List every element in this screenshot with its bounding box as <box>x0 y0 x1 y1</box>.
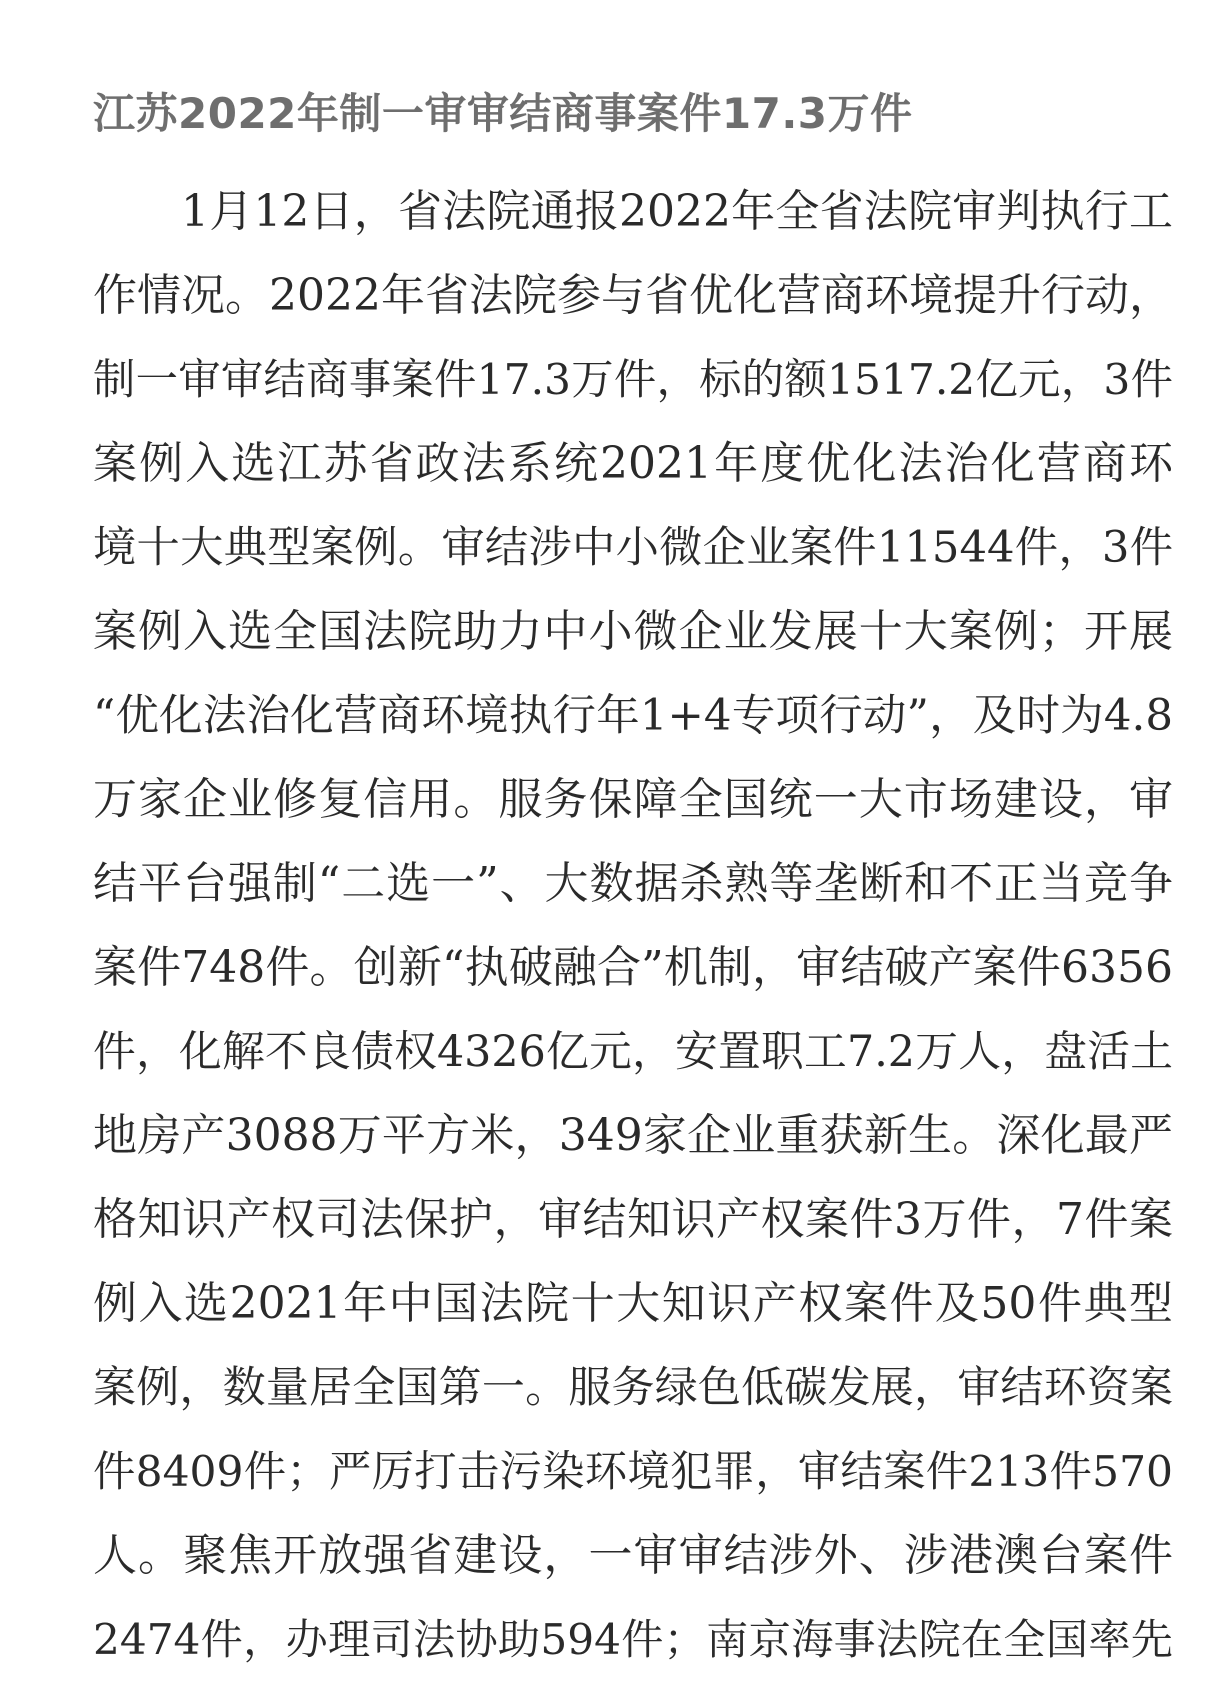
body-line-15: 案例，数量居全国第一。服务绿色低碳发展，审结环资案 <box>93 1363 1173 1413</box>
body-line-13: 格知识产权司法保护，审结知识产权案件3万件，7件案 <box>93 1194 1173 1245</box>
body-line-16: 件8409件；严厉打击污染环境犯罪，审结案件213件570 <box>93 1447 1173 1496</box>
body-line-1: 1月12日，省法院通报2022年全省法院审判执行工 <box>181 186 1173 237</box>
body-line-6: 案例入选全国法院助力中小微企业发展十大案例；开展 <box>93 606 1173 657</box>
body-line-17: 人。聚焦开放强省建设，一审审结涉外、涉港澳台案件 <box>93 1530 1173 1581</box>
article-body <box>93 184 1173 1696</box>
body-line-9: 结平台强制“二选一”、大数据杀熟等垄断和不正当竞争 <box>93 858 1173 909</box>
body-line-12: 地房产3088万平方米，349家企业重获新生。深化最严 <box>93 1110 1173 1161</box>
body-line-5: 境十大典型案例。审结涉中小微企业案件11544件，3件 <box>93 523 1173 573</box>
body-line-14: 例入选2021年中国法院十大知识产权案件及50件典型 <box>93 1278 1173 1329</box>
article-title: 江苏2022年制一审审结商事案件17.3万件 <box>93 89 913 138</box>
body-line-18: 2474件，办理司法协助594件；南京海事法院在全国率先 <box>93 1615 1173 1664</box>
body-line-7: “优化法治化营商环境执行年1+4专项行动”，及时为4.8 <box>93 691 1173 741</box>
body-line-10: 案件748件。创新“执破融合”机制，审结破产案件6356 <box>93 942 1173 993</box>
body-line-4: 案例入选江苏省政法系统2021年度优化法治化营商环 <box>93 438 1173 489</box>
body-line-8: 万家企业修复信用。服务保障全国统一大市场建设，审 <box>93 774 1173 825</box>
body-line-3: 制一审审结商事案件17.3万件，标的额1517.2亿元，3件 <box>93 355 1173 404</box>
body-line-2: 作情况。2022年省法院参与省优化营商环境提升行动， <box>93 270 1173 321</box>
body-line-11: 件，化解不良债权4326亿元，安置职工7.2万人，盘活土 <box>93 1027 1173 1077</box>
